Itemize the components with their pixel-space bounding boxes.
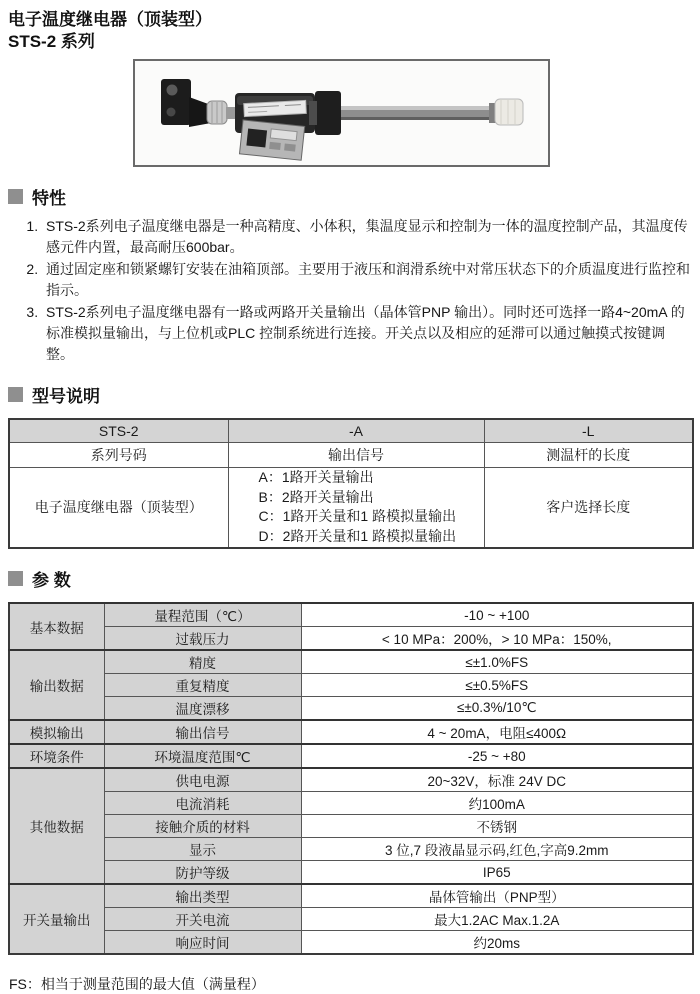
param-value: 不锈钢 bbox=[301, 815, 693, 838]
param-value: 晶体管输出（PNP型） bbox=[301, 884, 693, 908]
param-value: 约100mA bbox=[301, 792, 693, 815]
section-title-model: 型号说明 bbox=[32, 387, 100, 406]
param-row bbox=[9, 931, 693, 955]
feature-item: 2. 通过固定座和锁紧螺钉安装在油箱顶部。主要用于液压和润滑系统中对常压状态下的介质温度进行监控和指示。 bbox=[42, 259, 692, 301]
param-label: 过载压力 bbox=[104, 627, 301, 651]
param-group-name: 其他数据 bbox=[9, 768, 104, 884]
param-value: ≤±0.3%/10℃ bbox=[301, 697, 693, 721]
param-label: 环境温度范围℃ bbox=[104, 744, 301, 768]
param-group-name: 基本数据 bbox=[9, 603, 104, 650]
probe-rod bbox=[341, 106, 493, 120]
section-title-params: 参 数 bbox=[32, 571, 71, 590]
page-title-line1: 电子温度继电器（顶装型） bbox=[8, 10, 212, 29]
feature-item: 1. STS-2系列电子温度继电器是一种高精度、小体积，集温度显示和控制为一体的温度控制产品，其温度传感元件内置，最高耐压600bar。 bbox=[42, 216, 692, 258]
bracket bbox=[161, 79, 211, 127]
model-table-header-row bbox=[9, 419, 693, 442]
param-group-name: 环境条件 bbox=[9, 744, 104, 768]
param-value: IP65 bbox=[301, 861, 693, 885]
param-row bbox=[9, 838, 693, 861]
param-row bbox=[9, 697, 693, 721]
param-value: ≤±0.5%FS bbox=[301, 674, 693, 697]
probe-tip bbox=[489, 99, 523, 125]
page-title-line2: STS-2 系列 bbox=[8, 32, 95, 51]
section-marker-icon bbox=[8, 387, 23, 402]
model-sub-length: 测温杆的长度 bbox=[484, 442, 693, 467]
param-group-name: 开关量输出 bbox=[9, 884, 104, 954]
param-label: 开关电流 bbox=[104, 908, 301, 931]
param-row bbox=[9, 627, 693, 651]
param-group-name: 模拟输出 bbox=[9, 720, 104, 744]
model-code-length: -L bbox=[484, 419, 693, 442]
param-row bbox=[9, 908, 693, 931]
section-heading-params bbox=[8, 566, 692, 591]
page-title bbox=[8, 9, 692, 53]
output-option: C：1路开关量和1 路模拟量输出 bbox=[258, 508, 457, 525]
param-label: 温度漂移 bbox=[104, 697, 301, 721]
model-series-name: 电子温度继电器（顶装型） bbox=[9, 467, 228, 548]
fs-footnote: FS：相当于测量范围的最大值（满量程） bbox=[9, 976, 265, 992]
param-row bbox=[9, 650, 693, 674]
feature-item: 3. STS-2系列电子温度继电器有一路或两路开关量输出（晶体管PNP 输出）。同时还可选择一路4~20mA 的标准模拟量输出，与上位机或PLC 控制系统进行连接。开关点以及相应的延滞可以通过触摸式按键调整。 bbox=[42, 302, 692, 365]
section-marker-icon bbox=[8, 571, 23, 586]
param-value: < 10 MPa：200%，> 10 MPa：150%, bbox=[301, 627, 693, 651]
model-sub-series: 系列号码 bbox=[9, 442, 228, 467]
param-label: 供电电源 bbox=[104, 768, 301, 792]
param-row bbox=[9, 815, 693, 838]
section-marker-icon bbox=[8, 189, 23, 204]
section-heading-features bbox=[8, 184, 692, 209]
param-value: 4 ~ 20mA，电阻≤400Ω bbox=[301, 720, 693, 744]
param-row bbox=[9, 884, 693, 908]
param-label: 响应时间 bbox=[104, 931, 301, 955]
model-table bbox=[8, 418, 694, 549]
output-option: D：2路开关量和1 路模拟量输出 bbox=[258, 527, 457, 544]
model-table-body-row bbox=[9, 467, 693, 548]
param-row bbox=[9, 792, 693, 815]
param-row bbox=[9, 674, 693, 697]
param-value: 20~32V，标准 24V DC bbox=[301, 768, 693, 792]
param-row bbox=[9, 603, 693, 627]
model-table-subheader-row bbox=[9, 442, 693, 467]
param-label: 重复精度 bbox=[104, 674, 301, 697]
model-code-series: STS-2 bbox=[9, 419, 228, 442]
section-title-features: 特性 bbox=[32, 189, 66, 208]
param-label: 显示 bbox=[104, 838, 301, 861]
model-length-value: 客户选择长度 bbox=[484, 467, 693, 548]
param-row bbox=[9, 720, 693, 744]
param-row bbox=[9, 768, 693, 792]
param-group-name: 输出数据 bbox=[9, 650, 104, 720]
param-value: -25 ~ +80 bbox=[301, 744, 693, 768]
product-photo-frame bbox=[133, 59, 550, 167]
param-value: 3 位,7 段液晶显示码,红色,字高9.2mm bbox=[301, 838, 693, 861]
param-label: 接触介质的材料 bbox=[104, 815, 301, 838]
model-sub-output: 输出信号 bbox=[228, 442, 484, 467]
param-row bbox=[9, 744, 693, 768]
stem bbox=[226, 107, 236, 119]
param-label: 量程范围（℃） bbox=[104, 603, 301, 627]
param-label: 防护等级 bbox=[104, 861, 301, 885]
product-photo bbox=[139, 65, 544, 161]
params-table bbox=[8, 602, 694, 955]
param-label: 电流消耗 bbox=[104, 792, 301, 815]
model-output-options bbox=[228, 467, 484, 548]
param-value: 约20ms bbox=[301, 931, 693, 955]
features-list bbox=[22, 216, 692, 365]
param-label: 输出类型 bbox=[104, 884, 301, 908]
display-module bbox=[239, 120, 304, 160]
param-value: 最大1.2AC Max.1.2A bbox=[301, 908, 693, 931]
param-row bbox=[9, 861, 693, 885]
knurled-nut bbox=[207, 101, 227, 124]
output-option: B：2路开关量输出 bbox=[258, 488, 374, 505]
param-value: -10 ~ +100 bbox=[301, 603, 693, 627]
param-value: ≤±1.0%FS bbox=[301, 650, 693, 674]
model-code-output: -A bbox=[228, 419, 484, 442]
param-label: 输出信号 bbox=[104, 720, 301, 744]
output-option: A：1路开关量输出 bbox=[258, 469, 374, 486]
param-label: 精度 bbox=[104, 650, 301, 674]
section-heading-model bbox=[8, 382, 692, 407]
